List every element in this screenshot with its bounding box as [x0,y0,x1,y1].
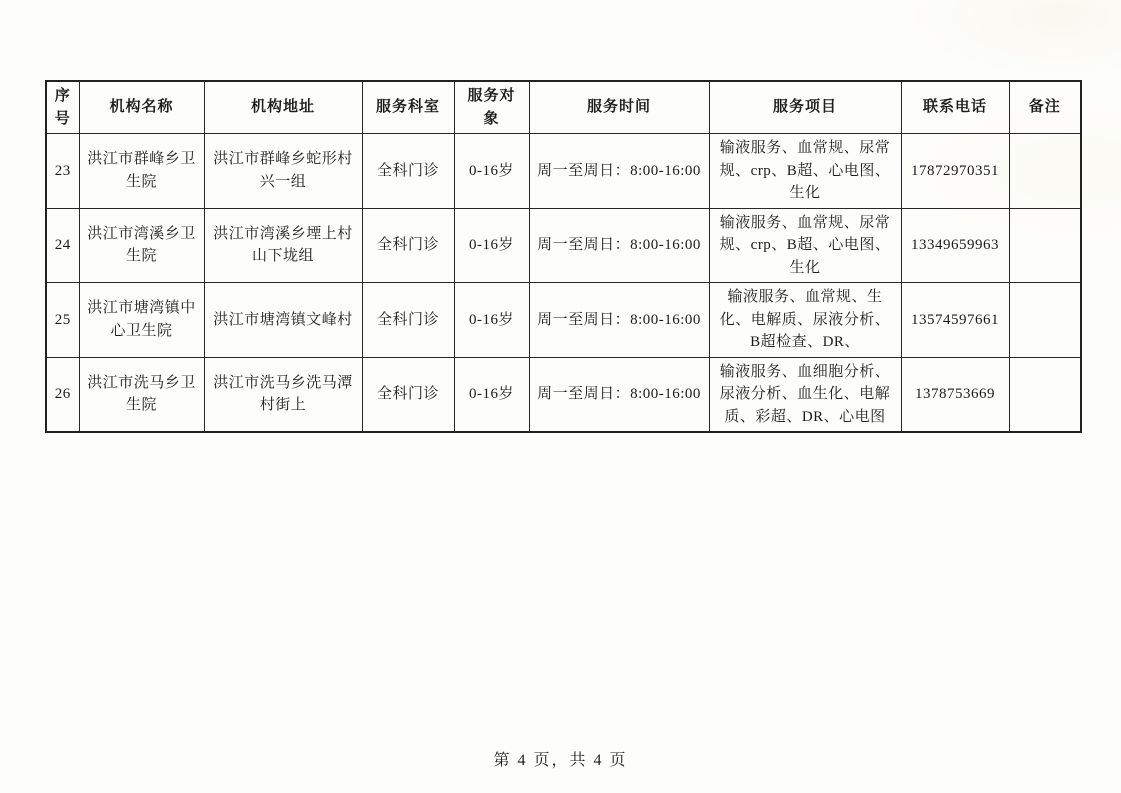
cell-dept: 全科门诊 [362,283,454,358]
col-header-dept: 服务科室 [362,81,454,134]
cell-phone: 1378753669 [901,357,1009,432]
cell-time: 周一至周日：8:00-16:00 [529,357,709,432]
cell-seq: 23 [46,134,79,209]
cell-items: 输液服务、血细胞分析、尿液分析、血生化、电解质、彩超、DR、心电图 [709,357,901,432]
table-row [46,357,1081,432]
cell-dept: 全科门诊 [362,134,454,209]
table-row [46,134,1081,209]
cell-address: 洪江市洗马乡洗马潭村街上 [204,357,362,432]
cell-address: 洪江市塘湾镇文峰村 [204,283,362,358]
cell-dept: 全科门诊 [362,208,454,283]
table-row [46,283,1081,358]
cell-target: 0-16岁 [454,357,529,432]
service-institutions-table [45,80,1082,433]
cell-time: 周一至周日：8:00-16:00 [529,208,709,283]
cell-items: 输液服务、血常规、尿常规、crp、B超、心电图、生化 [709,134,901,209]
page-number-footer: 第 4 页，共 4 页 [493,752,628,769]
cell-remark [1009,134,1081,209]
cell-remark [1009,357,1081,432]
table-row [46,208,1081,283]
cell-name: 洪江市群峰乡卫生院 [79,134,204,209]
cell-target: 0-16岁 [454,283,529,358]
col-header-target: 服务对象 [454,81,529,134]
cell-remark [1009,283,1081,358]
cell-phone: 17872970351 [901,134,1009,209]
cell-time: 周一至周日：8:00-16:00 [529,283,709,358]
cell-target: 0-16岁 [454,134,529,209]
cell-phone: 13349659963 [901,208,1009,283]
cell-remark [1009,208,1081,283]
col-header-time: 服务时间 [529,81,709,134]
cell-address: 洪江市群峰乡蛇形村兴一组 [204,134,362,209]
cell-dept: 全科门诊 [362,357,454,432]
cell-seq: 26 [46,357,79,432]
col-header-phone: 联系电话 [901,81,1009,134]
col-header-name: 机构名称 [79,81,204,134]
col-header-remark: 备注 [1009,81,1081,134]
cell-time: 周一至周日：8:00-16:00 [529,134,709,209]
cell-name: 洪江市洗马乡卫生院 [79,357,204,432]
cell-name: 洪江市塘湾镇中心卫生院 [79,283,204,358]
cell-seq: 25 [46,283,79,358]
col-header-address: 机构地址 [204,81,362,134]
cell-address: 洪江市湾溪乡堙上村山下垅组 [204,208,362,283]
cell-target: 0-16岁 [454,208,529,283]
col-header-items: 服务项目 [709,81,901,134]
table-header-row [46,81,1081,134]
cell-items: 输液服务、血常规、尿常规、crp、B超、心电图、生化 [709,208,901,283]
cell-name: 洪江市湾溪乡卫生院 [79,208,204,283]
cell-seq: 24 [46,208,79,283]
cell-phone: 13574597661 [901,283,1009,358]
col-header-seq: 序号 [46,81,79,134]
cell-items: 输液服务、血常规、生化、电解质、尿液分析、B超检查、DR、 [709,283,901,358]
